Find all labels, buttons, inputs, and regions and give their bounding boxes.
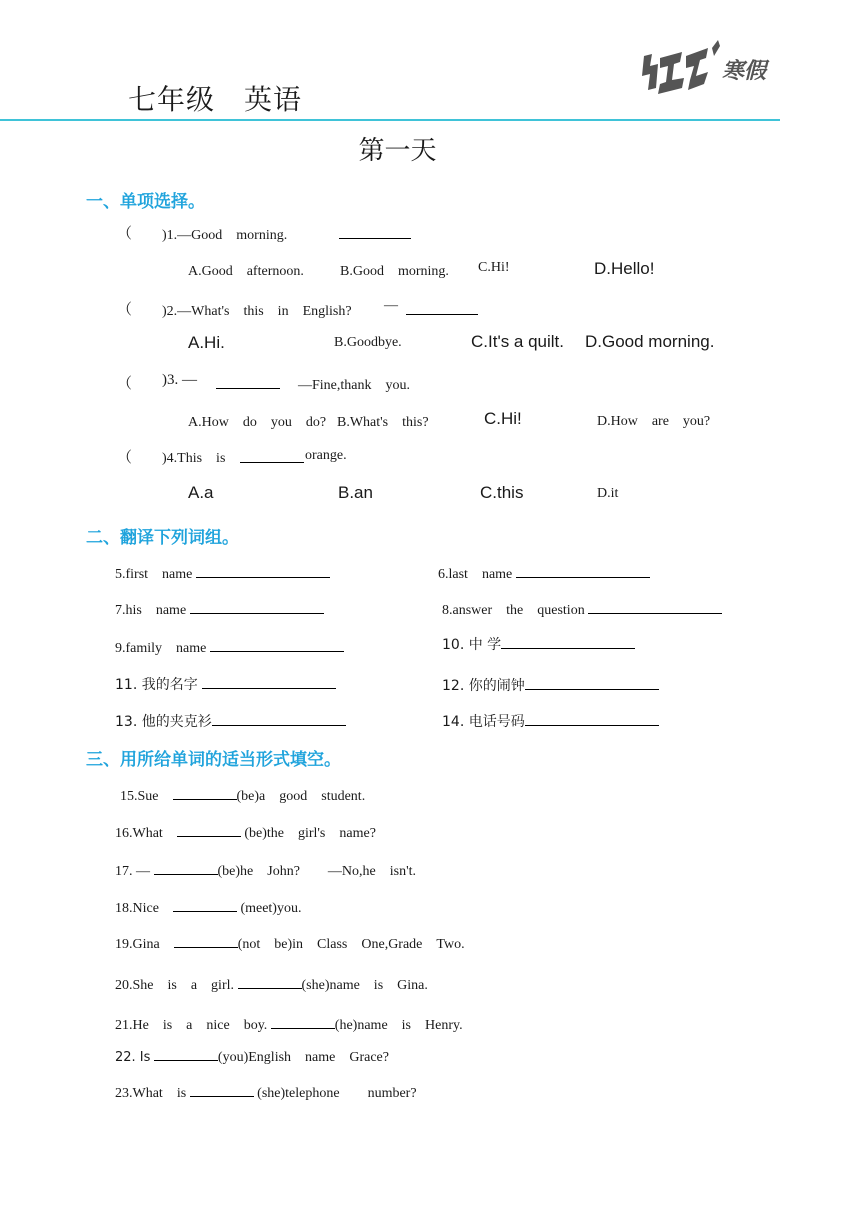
answer-blank[interactable] [516,563,650,578]
translate-item: 11. 我的名字 [115,674,336,694]
fill-item: 22. Is (you)English name Grace? [115,1046,389,1066]
header-divider [0,119,780,121]
answer-blank[interactable] [177,822,241,837]
answer-blank[interactable] [173,897,237,912]
fill-item: 15.Sue (be)a good student. [120,785,365,805]
answer-blank[interactable] [154,1046,218,1061]
question-stem: )2.—What's this in English? [162,304,352,319]
translate-item: 10. 中 学 [442,634,635,654]
fill-item: 17. — (be)he John? —No,he isn't. [115,860,416,880]
option-a[interactable]: A.a [188,483,214,502]
answer-blank[interactable] [212,711,346,726]
answer-blank[interactable] [173,785,237,800]
answer-blank[interactable] [525,675,659,690]
answer-blank[interactable] [154,860,218,875]
fill-item: 21.He is a nice boy. (he)name is Henry. [115,1014,463,1034]
day-title: 第一天 [358,136,437,166]
option-c[interactable]: C.this [480,483,524,502]
question-tail: orange. [305,448,347,463]
answer-blank[interactable] [501,634,635,649]
answer-blank[interactable] [202,674,336,689]
answer-blank[interactable] [588,599,722,614]
option-d[interactable]: D.How are you? [597,414,711,429]
answer-blank[interactable] [240,448,304,468]
option-b[interactable]: B.What's this? [337,415,429,430]
option-c[interactable]: C.Hi! [478,260,510,275]
translate-item: 12. 你的闹钟 [442,675,659,695]
page-header-title: 七年级 英语 [128,83,303,116]
translate-item: 9.family name [115,637,344,657]
question-tail: —Fine,thank you. [298,378,410,393]
option-c[interactable]: C.It's a quilt. [471,332,565,351]
section-heading-2: 二、翻译下列词组。 [86,528,239,548]
answer-paren: （ [117,226,133,242]
dialog-dash: — [384,298,398,313]
question-stem: )1.—Good morning. [162,228,288,243]
section-heading-3: 三、用所给单词的适当形式填空。 [86,750,341,770]
answer-paren: （ [117,376,133,392]
fill-item: 19.Gina (not be)in Class One,Grade Two. [115,933,465,953]
translate-item: 13. 他的夹克衫 [115,711,346,731]
question-stem: )3. — [162,372,197,388]
answer-blank[interactable] [210,637,344,652]
option-d[interactable]: D.Hello! [594,259,655,278]
question-stem: )4.This is [162,451,226,466]
fill-item: 16.What (be)the girl's name? [115,822,376,842]
option-b[interactable]: B.an [338,483,373,502]
answer-blank[interactable] [525,711,659,726]
translate-item: 14. 电话号码 [442,711,659,731]
option-a[interactable]: A.Hi. [188,333,225,352]
translate-item: 5.first name [115,563,330,583]
section-heading-1: 一、单项选择。 [86,192,205,212]
answer-blank[interactable] [339,224,411,244]
fill-item: 23.What is (she)telephone number? [115,1082,417,1102]
brand-logo [638,36,778,100]
answer-blank[interactable] [406,300,478,320]
answer-blank[interactable] [271,1014,335,1029]
answer-blank[interactable] [238,974,302,989]
option-b[interactable]: B.Good morning. [340,264,449,279]
answer-blank[interactable] [190,1082,254,1097]
answer-blank[interactable] [174,933,238,948]
option-d[interactable]: D.Good morning. [585,332,715,351]
fill-item: 18.Nice (meet)you. [115,897,301,917]
option-d[interactable]: D.it [597,486,619,501]
svg-text:寒假: 寒假 [722,59,767,84]
translate-item: 8.answer the question [442,599,722,619]
option-a[interactable]: A.How do you do? [188,415,327,430]
answer-blank[interactable] [190,599,324,614]
answer-blank[interactable] [196,563,330,578]
answer-blank[interactable] [216,374,280,394]
answer-paren: （ [117,450,133,466]
fill-item: 20.She is a girl. (she)name is Gina. [115,974,428,994]
translate-item: 6.last name [438,563,650,583]
translate-item: 7.his name [115,599,324,619]
option-b[interactable]: B.Goodbye. [334,335,402,350]
option-a[interactable]: A.Good afternoon. [188,264,304,279]
answer-paren: （ [117,302,133,318]
option-c[interactable]: C.Hi! [484,409,522,428]
